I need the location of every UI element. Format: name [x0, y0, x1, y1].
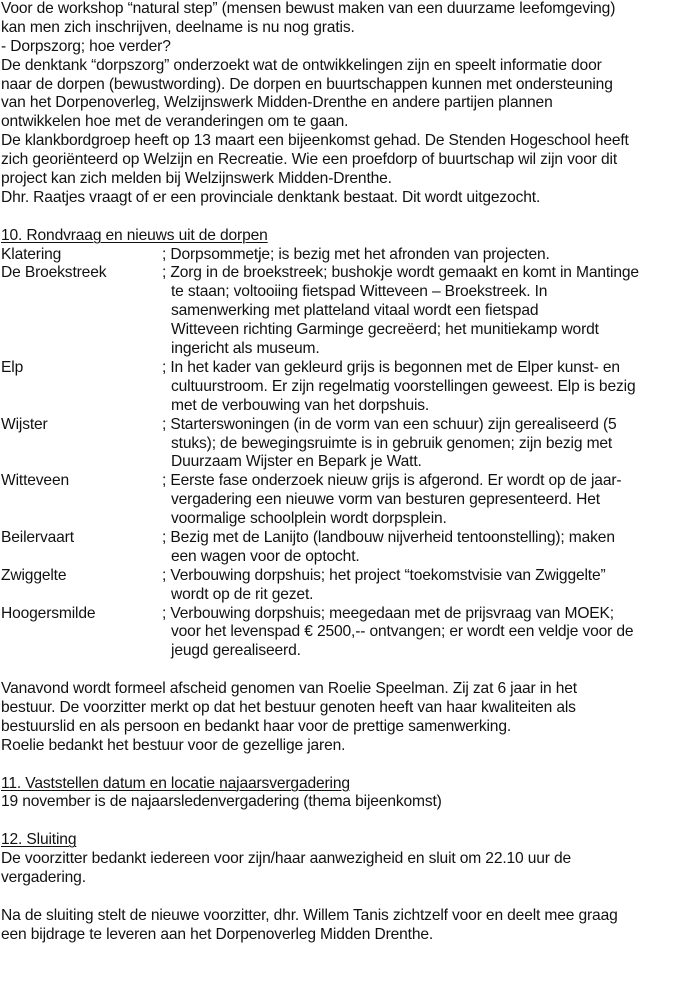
document-page: [1, 0, 697, 945]
intro-line: naar de dorpen (bewustwording). De dorpen en buurtschappen kunnen met ondersteuning: [1, 75, 613, 93]
village-name: Beilervaart: [1, 528, 74, 546]
village-line: stuks); de bewegingsruimte is in gebruik genomen; zijn bezig met: [171, 434, 613, 452]
village-line: Duurzaam Wijster en Bepark je Watt.: [171, 453, 422, 471]
farewell-line: bestuur. De voorzitter merkt op dat het bestuur genoten heeft van haar kwaliteiten als: [1, 698, 576, 716]
village-name: Zwiggelte: [1, 566, 67, 584]
farewell-line: Roelie bedankt het bestuur voor de gezellige jaren.: [1, 736, 346, 754]
village-line: jeugd gerealiseerd.: [171, 642, 301, 660]
village-name: Hoogersmilde: [1, 604, 96, 622]
village-line: ; Eerste fase onderzoek nieuw grijs is afgerond. Er wordt op de jaar-: [162, 472, 622, 490]
village-name: Elp: [1, 358, 24, 376]
village-text: [162, 605, 697, 662]
village-name: De Broekstreek: [1, 264, 107, 282]
spacer: [1, 756, 697, 775]
section-12-heading: 12. Sluiting: [1, 831, 77, 849]
village-line: ; Verbouwing dorpshuis; het project “toekomstvisie van Zwiggelte”: [162, 566, 606, 584]
village-line: ; In het kader van gekleurd grijs is begonnen met de Elper kunst- en: [162, 358, 620, 376]
village-line: Witteveen richting Garminge gecreëerd; het munitiekamp wordt: [171, 321, 599, 339]
village-line: samenwerking met platteland vitaal wordt een fietspad: [171, 302, 539, 320]
farewell-paragraph: [1, 680, 697, 756]
village-text: [162, 567, 697, 605]
village-line: wordt op de rit gezet.: [171, 585, 314, 603]
village-row-de-broekstreek: [1, 264, 697, 358]
intro-line: Dhr. Raatjes vraagt of er een provinciale denktank bestaat. Dit wordt uitgezocht.: [1, 188, 541, 206]
village-text: [162, 246, 697, 265]
village-text: [162, 359, 697, 416]
section-11-line: 19 november is de najaarsledenvergadering (thema bijeenkomst): [1, 793, 442, 811]
intro-line: project kan zich melden bij Welzijnswerk Midden-Drenthe.: [1, 170, 392, 188]
village-row-elp: [1, 359, 697, 416]
village-text: [162, 529, 697, 567]
village-row-hoogersmilde: [1, 605, 697, 662]
intro-line: zich georiënteerd op Welzijn en Recreatie. Wie een proefdorp of buurtschap wil zijn voor dit: [1, 151, 618, 169]
village-line: ; Bezig met de Lanijto (landbouw nijverheid tentoonstelling); maken: [162, 528, 615, 546]
intro-line: Voor de workshop “natural step” (mensen bewust maken van een duurzame leefomgeving): [1, 0, 616, 17]
intro-line: kan men zich inschrijven, deelname is nu nog gratis.: [1, 18, 355, 36]
farewell-line: Vanavond wordt formeel afscheid genomen van Roelie Speelman. Zij zat 6 jaar in het: [1, 680, 577, 698]
village-line: ; Dorpsommetje; is bezig met het afronden van projecten.: [162, 245, 550, 263]
farewell-line: bestuurslid en als persoon en bedankt haar voor de prettige samenwerking.: [1, 717, 512, 735]
intro-line: ontwikkelen hoe met de veranderingen om te gaan.: [1, 113, 349, 131]
closing-line: Na de sluiting stelt de nieuwe voorzitter, dhr. Willem Tanis zichtzelf voor en deelt mee graag: [1, 906, 618, 924]
section-10: [1, 227, 697, 662]
section-10-heading: 10. Rondvraag en nieuws uit de dorpen: [1, 226, 268, 244]
village-text: [162, 264, 697, 358]
village-row-wijster: [1, 416, 697, 473]
closing-line: een bijdrage te leveren aan het Dorpenoverleg Midden Drenthe.: [1, 925, 434, 943]
intro-line: De klankbordgroep heeft op 13 maart een bijeenkomst gehad. De Stenden Hogeschool heeft: [1, 132, 629, 150]
spacer: [1, 661, 697, 680]
village-line: voor het levenspad € 2500,-- ontvangen; er wordt een veldje voor de: [171, 623, 634, 641]
village-line: een wagen voor de optocht.: [171, 547, 360, 565]
village-line: voormalige schoolplein wordt dorpsplein.: [171, 510, 447, 528]
village-row-klatering: [1, 246, 697, 265]
village-line: met de verbouwing van het dorpshuis.: [171, 396, 430, 414]
spacer: [1, 888, 697, 907]
section-11-heading: 11. Vaststellen datum en locatie najaarsvergadering: [1, 774, 350, 792]
village-line: vergadering een nieuwe vorm van besturen gepresenteerd. Het: [171, 491, 600, 509]
spacer: [1, 812, 697, 831]
village-row-zwiggelte: [1, 567, 697, 605]
village-line: ; Zorg in de broekstreek; bushokje wordt gemaakt en komt in Mantinge: [162, 264, 639, 282]
village-text: [162, 416, 697, 473]
intro-paragraph: [1, 0, 697, 208]
village-row-beilervaart: [1, 529, 697, 567]
village-line: ; Verbouwing dorpshuis; meegedaan met de prijsvraag van MOEK;: [162, 604, 614, 622]
village-name: Wijster: [1, 415, 48, 433]
spacer: [1, 208, 697, 227]
village-line: ingericht als museum.: [171, 340, 320, 358]
village-name: Witteveen: [1, 472, 69, 490]
intro-line: van het Dorpenoverleg, Welzijnswerk Midden-Drenthe en andere partijen plannen: [1, 94, 553, 112]
village-row-witteveen: [1, 472, 697, 529]
section-12-line: vergadering.: [1, 868, 86, 886]
village-line: te staan; voltooiing fietspad Witteveen – Broekstreek. In: [171, 283, 548, 301]
section-12: [1, 831, 697, 944]
intro-line: - Dorpszorg; hoe verder?: [1, 37, 171, 55]
village-line: cultuurstroom. Er zijn regelmatig voorstellingen geweest. Elp is bezig: [171, 377, 636, 395]
intro-line: De denktank “dorpszorg” onderzoekt wat de ontwikkelingen zijn en speelt informatie door: [1, 56, 602, 74]
village-line: ; Starterswoningen (in de vorm van een schuur) zijn gerealiseerd (5: [162, 415, 617, 433]
village-text: [162, 472, 697, 529]
village-name: Klatering: [1, 245, 62, 263]
section-11: [1, 775, 697, 813]
section-12-line: De voorzitter bedankt iedereen voor zijn/haar aanwezigheid en sluit om 22.10 uur de: [1, 850, 572, 868]
